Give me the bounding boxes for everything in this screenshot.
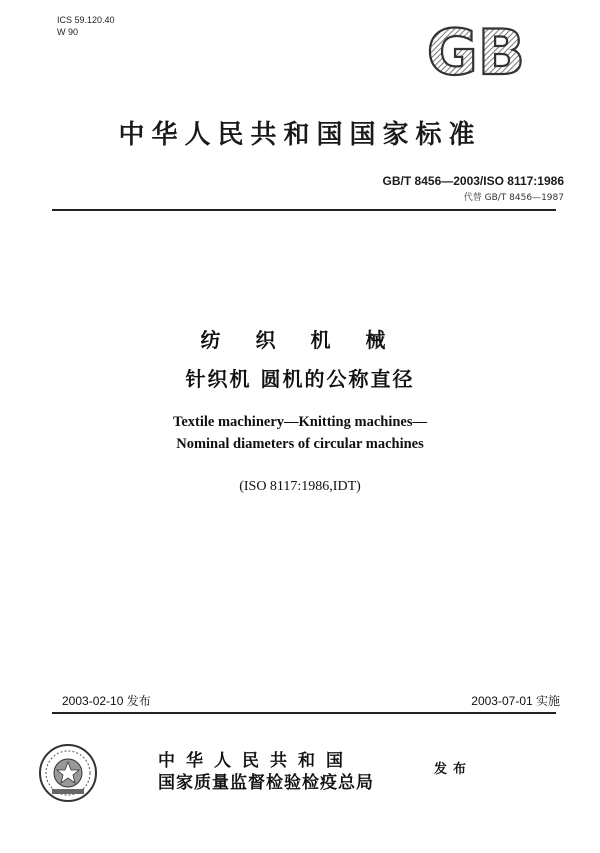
implementation-date: 2003-07-01 实施: [471, 694, 560, 708]
iso-reference: (ISO 8117:1986,IDT): [239, 479, 361, 494]
publish-label: 发布: [434, 762, 473, 777]
document-title-en-line1: Textile machinery—Knitting machines—: [172, 414, 427, 430]
classification-codes: [57, 14, 115, 38]
publisher-line2: 国家质量监督检验检疫总局: [158, 773, 374, 793]
issue-date: 2003-02-10 发布: [62, 694, 151, 708]
document-title-cn-line1: 纺 织 机 械: [200, 328, 400, 352]
standard-number: GB/T 8456—2003/ISO 8117:1986: [382, 174, 564, 188]
class-code: W 90: [57, 27, 79, 37]
bottom-rule: [52, 712, 556, 714]
seal-emblem-icon: [38, 743, 98, 803]
gb-logo: [412, 20, 540, 82]
ics-code: ICS 59.120.40: [57, 15, 115, 25]
publisher-line1: 中华人民共和国: [158, 751, 354, 771]
svg-text:GB: GB: [426, 20, 526, 82]
top-rule: [52, 209, 556, 211]
replaces-note: 代替 GB/T 8456—1987: [463, 193, 564, 203]
document-title-cn-line2: 针织机 圆机的公称直径: [185, 367, 415, 391]
document-title-en-line2: Nominal diameters of circular machines: [176, 436, 424, 452]
standard-title: 中华人民共和国国家标准: [118, 120, 482, 150]
